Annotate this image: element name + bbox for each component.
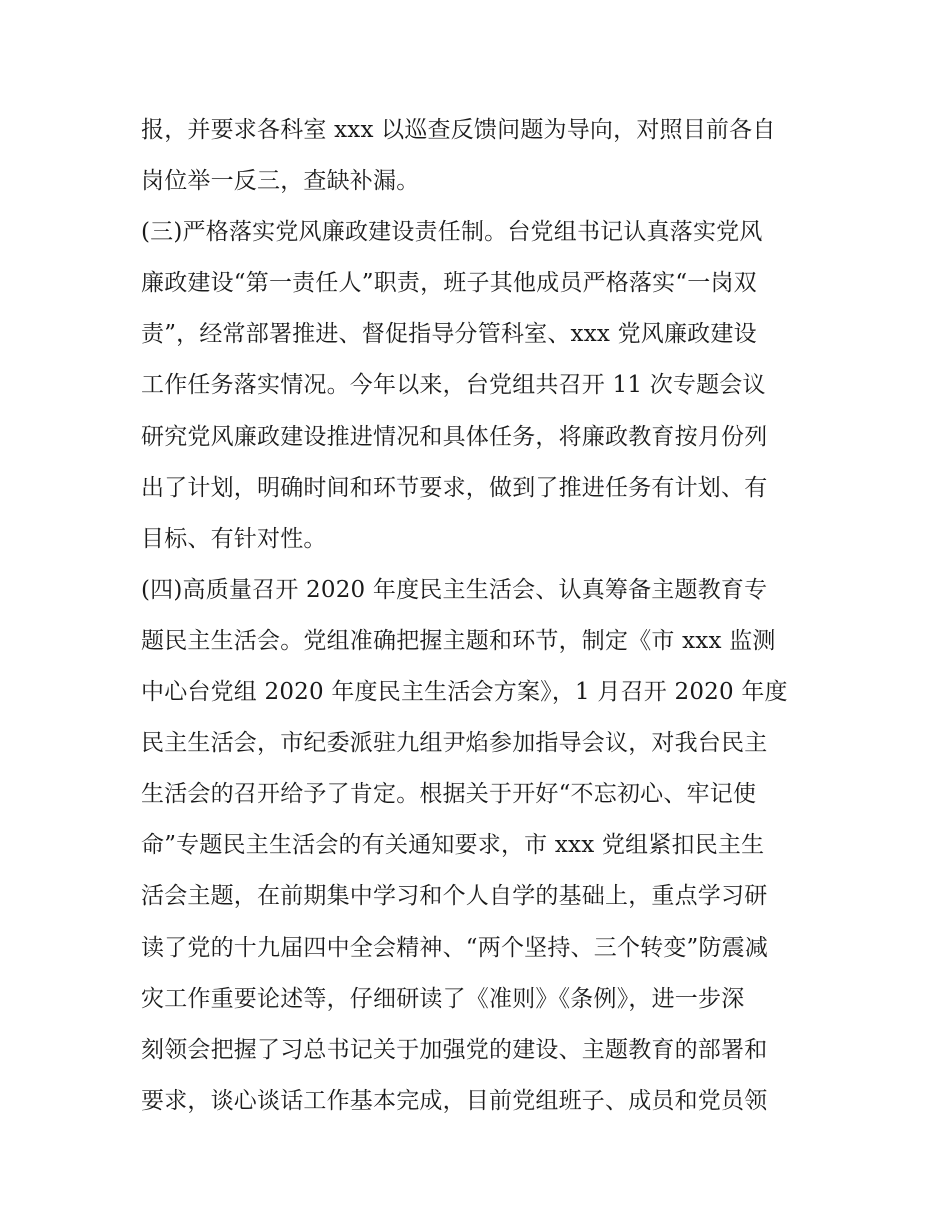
- text-line: 题民主生活会。党组准确把握主题和环节，制定《市 xxx 监测: [141, 627, 776, 654]
- section-heading-line: (四)高质量召开 2020 年度民主生活会、认真筹备主题教育专: [141, 576, 768, 603]
- text-line: 活会主题，在前期集中学习和个人自学的基础上，重点学习研: [141, 883, 768, 910]
- text-line: 廉政建设“第一责任人”职责，班子其他成员严格落实“一岗双: [141, 270, 757, 297]
- section-heading-line: (三)严格落实党风廉政建设责任制。台党组书记认真落实党风: [141, 219, 763, 246]
- text-line: 报，并要求各科室 xxx 以巡查反馈问题为导向，对照目前各自: [141, 117, 776, 143]
- text-line: 岗位举一反三，查缺补漏。: [141, 168, 420, 195]
- body-text: [141, 110, 821, 1132]
- text-line: 中心台党组 2020 年度民主生活会方案》，1 月召开 2020 年度: [141, 679, 788, 706]
- text-line: 目标、有针对性。: [141, 525, 327, 552]
- text-line: 工作任务落实情况。今年以来，台党组共召开 11 次专题会议: [141, 372, 766, 399]
- text-line: 命”专题民主生活会的有关通知要求，市 xxx 党组紧扣民主生: [141, 832, 765, 859]
- text-line: 读了党的十九届四中全会精神、“两个坚持、三个转变”防震减: [141, 934, 769, 961]
- text-line: 出了计划，明确时间和环节要求，做到了推进任务有计划、有: [141, 474, 768, 501]
- text-line: 民主生活会，市纪委派驻九组尹焰参加指导会议，对我台民主: [141, 730, 768, 757]
- text-line: 生活会的召开给予了肯定。根据关于开好“不忘初心、牢记使: [141, 781, 757, 808]
- text-line: 责”，经常部署推进、督促指导分管科室、xxx 党风廉政建设: [141, 321, 757, 348]
- text-line: 研究党风廉政建设推进情况和具体任务，将廉政教育按月份列: [141, 423, 768, 450]
- text-line: 要求，谈心谈话工作基本完成，目前党组班子、成员和党员领: [141, 1087, 768, 1114]
- text-line: 灾工作重要论述等，仔细研读了《准则》《条例》，进一步深: [141, 985, 745, 1012]
- text-line: 刻领会把握了习总书记关于加强党的建设、主题教育的部署和: [141, 1036, 768, 1063]
